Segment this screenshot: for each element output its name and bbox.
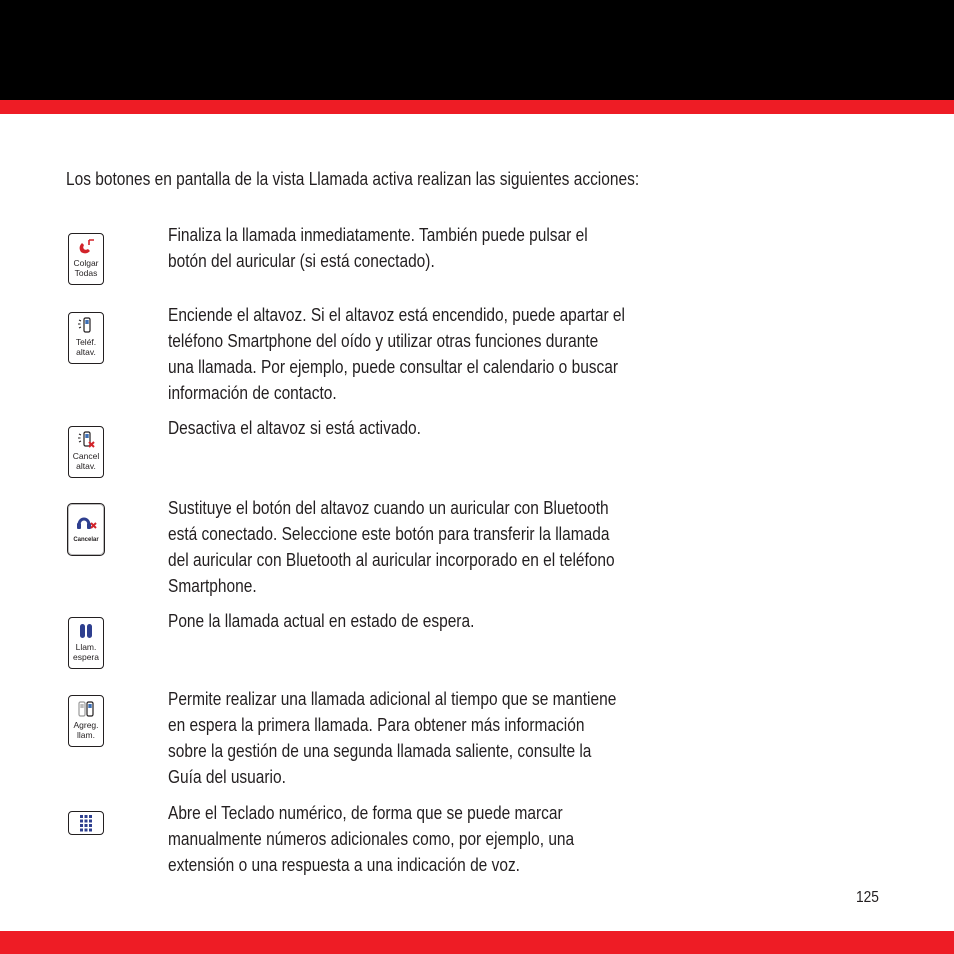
button-label: Cancel altav. [72, 451, 100, 471]
add-call-icon [73, 699, 99, 719]
cancel-speaker-description: Desactiva el altavoz si está activado. [168, 418, 421, 438]
keypad-button[interactable] [68, 811, 104, 835]
cancel-speaker-button[interactable] [68, 426, 104, 478]
button-label: Cancelar [73, 537, 99, 543]
hold-call-description: Pone la llamada actual en estado de espera. [168, 611, 475, 631]
intro-text: Los botones en pantalla de la vista Llamada activa realizan las siguientes acciones: [66, 169, 640, 189]
button-label: Agreg. llam. [73, 720, 99, 740]
button-label: Llam. espera [73, 642, 99, 662]
hold-call-button[interactable] [68, 617, 104, 669]
hangup-phone-icon [73, 237, 99, 257]
speaker-off-icon [73, 430, 99, 450]
header-bar [0, 0, 954, 100]
keypad-icon [73, 814, 99, 834]
header-accent-stripe [0, 100, 954, 114]
speakerphone-icon [73, 316, 99, 336]
hangup-all-button[interactable] [68, 233, 104, 285]
keypad-description: Abre el Teclado numérico, de forma que se puede marcar manualmente números adicionales como, por ejemplo, una extensión o una respuesta a una indicación de voz. [168, 803, 575, 875]
page-number: 125 [856, 889, 879, 906]
add-call-description: Permite realizar una llamada adicional al tiempo que se mantiene en espera la primera llamada. Para obtener más información sobre la gestión de una segunda llamada saliente, consulte la Guía del usuario. [168, 689, 617, 787]
bluetooth-headset-cancel-icon [73, 511, 99, 531]
button-label: Colgar Todas [73, 258, 99, 278]
hangup-all-description: Finaliza la llamada inmediatamente. También puede pulsar el botón del auricular (si está conectado). [168, 225, 588, 271]
button-label: Teléf. altav. [75, 337, 97, 357]
speakerphone-description: Enciende el altavoz. Si el altavoz está encendido, puede apartar el teléfono Smartphone del oído y utilizar otras funciones durante una llamada. Por ejemplo, puede consultar el calendario o buscar información de contacto. [168, 305, 625, 403]
add-call-button[interactable] [68, 695, 104, 747]
bluetooth-cancel-button[interactable] [67, 503, 105, 556]
bluetooth-cancel-description: Sustituye el botón del altavoz cuando un auricular con Bluetooth está conectado. Seleccione este botón para transferir la llamada del auricular con Bluetooth al auricular incorporado en el teléfono Smartphone. [168, 498, 615, 596]
hold-pause-icon [73, 621, 99, 641]
footer-accent-stripe [0, 931, 954, 954]
speakerphone-button[interactable] [68, 312, 104, 364]
